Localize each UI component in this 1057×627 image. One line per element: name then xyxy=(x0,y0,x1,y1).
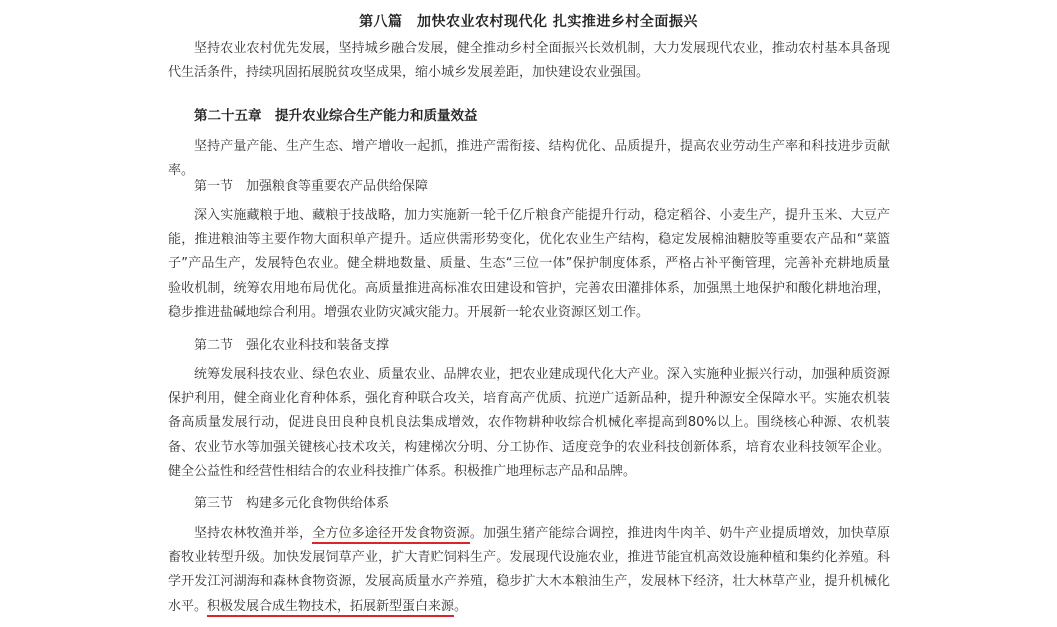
section-1-paragraph: 深入实施藏粮于地、藏粮于技战略，加力实施新一轮千亿斤粮食产能提升行动，稳定稻谷、小麦生产，提升玉米、大豆产能，推进粮油等主要作物大面积单产提升。适应供需形势变化，优化农业生产结构，稳定发展棉油糖胶等重要农产品和“菜篮子”产品生产，发展特色农业。健全耕地数量、质量、生态“三位一体”保护制度体系，严格占补平衡管理，完善补充耕地质量验收机制，统筹农用地布局优化。高质量推进高标准农田建设和管护，完善农田灌排体系，加强黑土地保护和酸化耕地治理，稳步推进盐碱地综合利用。增强农业防灾减灾能力。开展新一轮农业资源区划工作。 xyxy=(168,208,890,320)
section-3-text-a: 坚持农林牧渔并举， xyxy=(194,526,313,541)
section-3-paragraph xyxy=(168,522,890,619)
chapter-title: 第二十五章 提升农业综合生产能力和质量效益 xyxy=(194,108,478,124)
section-1-title: 第一节 加强粮食等重要农产品供给保障 xyxy=(194,179,429,194)
section-2-paragraph: 统筹发展科技农业、绿色农业、质量农业、品牌农业，把农业建成现代化大产业。深入实施种业振兴行动，加强种质资源保护利用，健全商业化育种体系，强化育种联合攻关，培育高产优质、抗逆广适新品种，提升种源安全保障水平。实施农机装备高质量发展行动，促进良田良种良机良法集成增效，农作物耕种收综合机械化率提高到80%以上。围绕核心种源、农机装备、农业节水等加强关键核心技术攻关，构建梯次分明、分工协作、适度竞争的农业科技创新体系，培育农业科技领军企业。健全公益性和经营性相结合的农业科技推广体系。积极推广地理标志产品和品牌。 xyxy=(168,367,890,479)
part-intro-paragraph: 坚持农业农村优先发展，坚持城乡融合发展，健全推动乡村全面振兴长效机制，大力发展现代农业，推动农村基本具备现代生活条件，持续巩固拓展脱贫攻坚成果，缩小城乡发展差距，加快建设农业强国。 xyxy=(168,41,890,81)
section-3-title: 第三节 构建多元化食物供给体系 xyxy=(194,496,390,511)
red-underline-highlight-1: 全方位多途径开发食物资源 xyxy=(312,526,470,544)
section-3-text-c: 。 xyxy=(454,598,468,614)
section-2-title: 第二节 强化农业科技和装备支撑 xyxy=(194,338,390,353)
chapter-intro-paragraph: 坚持产量产能、生产生态、增产增收一起抓，推进产需衔接、结构优化、品质提升，提高农业劳动生产率和科技进步贡献率。 xyxy=(168,139,890,179)
red-underline-highlight-2: 积极发展合成生物技术，拓展新型蛋白来源 xyxy=(207,599,454,617)
part-title: 第八篇 加快农业农村现代化 扎实推进乡村全面振兴 xyxy=(359,14,698,30)
section-3-text-b: 。加强生猪产能综合调控，推进肉牛肉羊、奶牛产业提质增效，加快草原畜牧业转型升级。加快发展饲草产业，扩大青贮饲料生产。发展现代设施农业，推进节能宜机高效设施种植和集约化养殖。科学开发江河湖海和森林食物资源，发展高质量水产养殖，稳步扩大木本粮油生产，发展林下经济，壮大林草产业，提升机械化水平。 xyxy=(168,526,890,614)
